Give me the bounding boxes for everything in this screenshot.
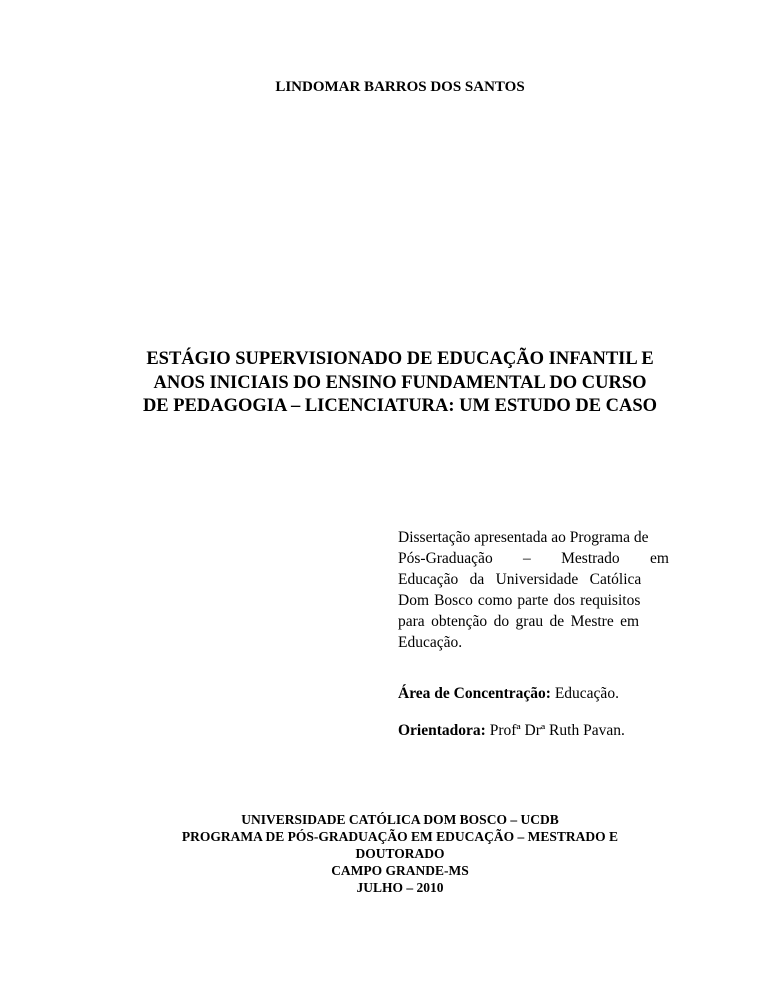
title-line: ESTÁGIO SUPERVISIONADO DE EDUCAÇÃO INFANTIL E: [146, 349, 654, 369]
advisor-value: Profª Drª Ruth Pavan.: [485, 722, 625, 739]
description-line: [398, 548, 669, 569]
description-line: Dom Bosco como parte dos requisitos: [398, 592, 641, 609]
author-name: LINDOMAR BARROS DOS SANTOS: [275, 79, 525, 95]
program-name-continued: DOUTORADO: [355, 846, 445, 861]
university-name: UNIVERSIDADE CATÓLICA DOM BOSCO – UCDB: [241, 812, 559, 827]
description-line: Educação.: [398, 634, 463, 651]
concentration-value: Educação.: [550, 685, 619, 702]
advisor-label: Orientadora:: [398, 722, 486, 739]
institution-block: [160, 811, 640, 896]
title-line: ANOS INICIAIS DO ENSINO FUNDAMENTAL DO CURSO: [153, 372, 647, 393]
dissertation-title: [132, 348, 668, 419]
description-word: em: [650, 550, 669, 567]
description-line: Educação da Universidade Católica: [398, 571, 642, 588]
dissertation-description: [398, 527, 669, 653]
description-word: –: [523, 550, 531, 567]
advisor: [398, 721, 678, 741]
description-word: Mestrado: [561, 550, 620, 567]
city: CAMPO GRANDE-MS: [331, 863, 469, 878]
date: JULHO – 2010: [356, 880, 444, 895]
title-line: DE PEDAGOGIA – LICENCIATURA: UM ESTUDO DE CASO: [142, 396, 658, 416]
description-line: para obtenção do grau de Mestre em: [398, 613, 640, 630]
description-text: Dissertação apresentada ao Programa de: [398, 529, 649, 546]
concentration-label: Área de Concentração:: [398, 685, 551, 702]
description-word: Pós-Graduação: [398, 550, 493, 567]
program-name: PROGRAMA DE PÓS-GRADUAÇÃO EM EDUCAÇÃO – MESTRADO E: [181, 829, 619, 844]
description-line: [398, 527, 669, 548]
concentration-area: [398, 684, 678, 704]
